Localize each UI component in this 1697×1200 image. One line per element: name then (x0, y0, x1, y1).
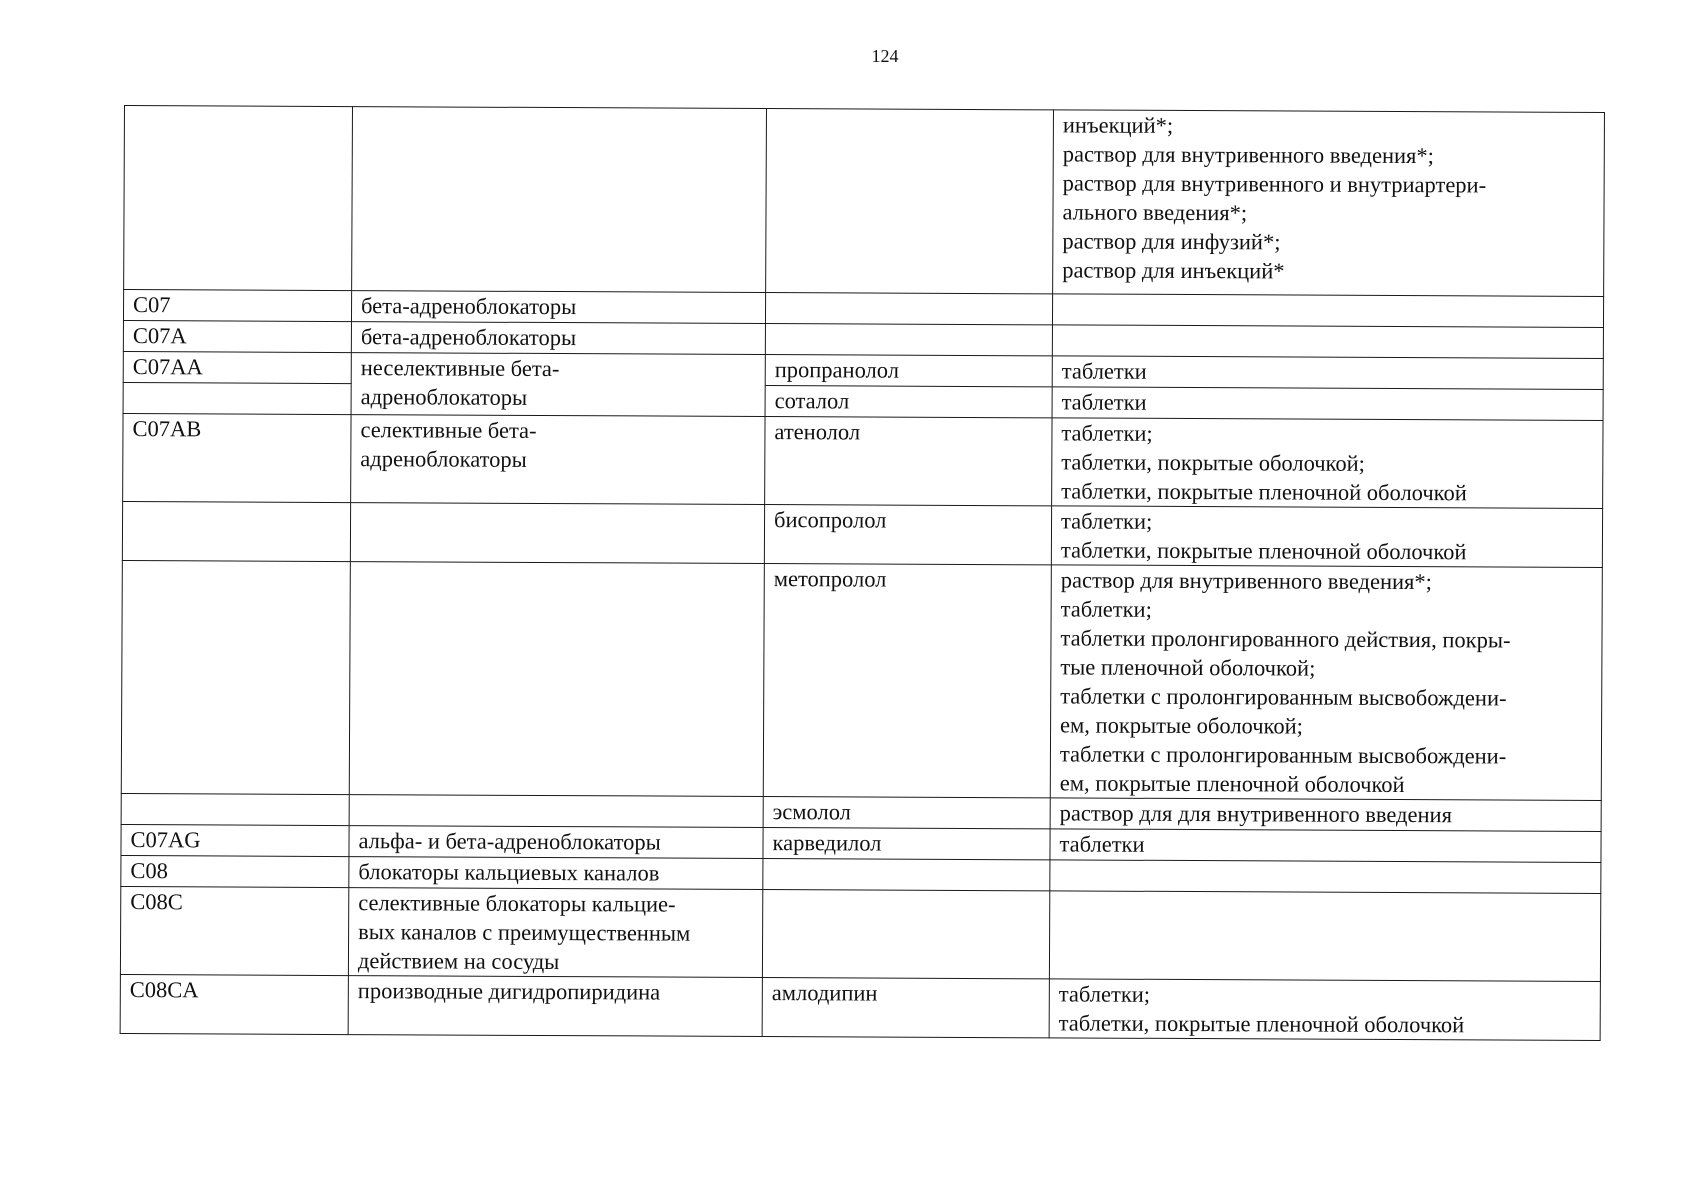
atc-code-cell: C07AB (123, 413, 351, 502)
dosage-form-line: ем, покрытые пленочной оболочкой (1059, 770, 1405, 798)
group-cell (349, 795, 763, 828)
group-cell (351, 353, 765, 417)
drug-cell: соталол (765, 386, 1052, 418)
table-row (122, 501, 1602, 567)
drug-cell (765, 324, 1052, 356)
drug-cell: атенолол (765, 417, 1052, 506)
atc-code-cell: C07AG (121, 824, 349, 856)
drug-table (120, 105, 1605, 1041)
table-row (121, 560, 1602, 800)
drug-cell: амлодипин (762, 978, 1049, 1038)
dosage-form-cell: раствор для для внутривенного введения (1050, 798, 1601, 832)
dosage-form-line: таблетки; (1060, 596, 1152, 622)
group-cell (351, 415, 765, 505)
dosage-form-line: раствор для внутривенного введения*; (1062, 141, 1434, 169)
atc-code-cell: C08 (121, 855, 349, 887)
group-line: адреноблокаторы (360, 384, 528, 410)
dosage-form-line: раствор для внутривенного и внутриартери- (1062, 170, 1487, 198)
drug-cell: эсмолол (763, 797, 1050, 829)
dosage-form-cell (1051, 506, 1602, 568)
page-number: 124 (871, 46, 899, 66)
table-row (123, 413, 1603, 508)
group-cell (349, 562, 764, 797)
atc-code-cell (122, 501, 350, 561)
dosage-form-line: таблетки, покрытые пленочной оболочкой (1061, 478, 1467, 506)
dosage-form-line: ем, покрытые оболочкой; (1060, 712, 1303, 739)
group-cell: производные дигидропиридина (348, 976, 762, 1037)
group-line: адреноблокаторы (360, 446, 527, 472)
dosage-form-line: таблетки с пролонгированным высвобождени- (1060, 683, 1507, 711)
drug-cell (766, 109, 1054, 294)
group-line: действием на сосуды (357, 948, 560, 975)
dosage-form-line: таблетки пролонгированного действия, покры- (1060, 625, 1511, 653)
group-cell (348, 888, 762, 978)
table-row (120, 974, 1600, 1040)
atc-code-cell: C07 (123, 290, 351, 322)
drug-cell: карведилол (763, 828, 1050, 860)
atc-code-cell: C07AA (123, 351, 351, 383)
dosage-form-cell (1049, 891, 1600, 982)
atc-code-cell: C07A (123, 320, 351, 352)
atc-code-cell (121, 560, 350, 794)
atc-code-cell (121, 793, 349, 825)
group-cell (350, 503, 764, 564)
dosage-form-cell: таблетки (1050, 829, 1601, 863)
dosage-form-cell (1052, 294, 1603, 328)
atc-code-cell: C08CA (120, 974, 348, 1034)
group-line: неселективные бета- (360, 355, 560, 382)
dosage-form-cell (1049, 979, 1600, 1041)
dosage-form-line: таблетки; (1058, 981, 1151, 1007)
dosage-form-cell (1050, 565, 1602, 801)
dosage-form-line: таблетки; (1060, 508, 1153, 534)
group-cell (352, 107, 767, 293)
dosage-form-cell: таблетки (1052, 356, 1603, 390)
group-cell: бета-адреноблокаторы (351, 322, 765, 355)
drug-cell (762, 890, 1049, 979)
table-row (120, 886, 1600, 981)
atc-code-cell: C08C (120, 886, 348, 975)
atc-code-cell (124, 106, 353, 291)
group-line: вых каналов с преимущественным (358, 919, 691, 946)
dosage-form-cell (1050, 860, 1601, 894)
drug-cell (765, 293, 1052, 325)
dosage-form-line: раствор для инфузий*; (1062, 228, 1281, 255)
drug-cell: пропранолол (765, 355, 1052, 387)
atc-code-cell (123, 382, 351, 414)
dosage-form-cell (1052, 325, 1603, 359)
dosage-form-line: раствор для инъекций* (1062, 257, 1285, 284)
group-cell: блокаторы кальциевых каналов (349, 857, 763, 890)
group-cell: альфа- и бета-адреноблокаторы (349, 826, 763, 859)
dosage-form-cell (1053, 110, 1605, 297)
dosage-form-line: инъекций*; (1062, 112, 1174, 138)
group-line: селективные блокаторы кальцие- (358, 890, 676, 917)
drug-cell: бисопролол (764, 505, 1051, 565)
dosage-form-line: ального введения*; (1062, 199, 1248, 226)
dosage-form-line: таблетки с пролонгированным высвобождени- (1059, 741, 1507, 769)
group-line: селективные бета- (360, 417, 537, 443)
group-cell: бета-адреноблокаторы (351, 291, 765, 324)
drug-cell (763, 859, 1050, 891)
dosage-form-cell: таблетки (1052, 387, 1603, 421)
dosage-form-line: таблетки, покрытые пленочной оболочкой (1058, 1010, 1465, 1038)
dosage-form-line: таблетки, покрытые пленочной оболочкой (1060, 537, 1467, 565)
dosage-form-line: таблетки; (1061, 420, 1153, 446)
dosage-form-cell (1052, 418, 1603, 509)
dosage-form-line: тые пленочной оболочкой; (1060, 654, 1316, 681)
drug-cell: метопролол (763, 564, 1051, 798)
table-row (124, 106, 1605, 297)
dosage-form-line: таблетки, покрытые оболочкой; (1061, 449, 1365, 476)
dosage-form-line: раствор для внутривенного введения*; (1060, 567, 1432, 595)
